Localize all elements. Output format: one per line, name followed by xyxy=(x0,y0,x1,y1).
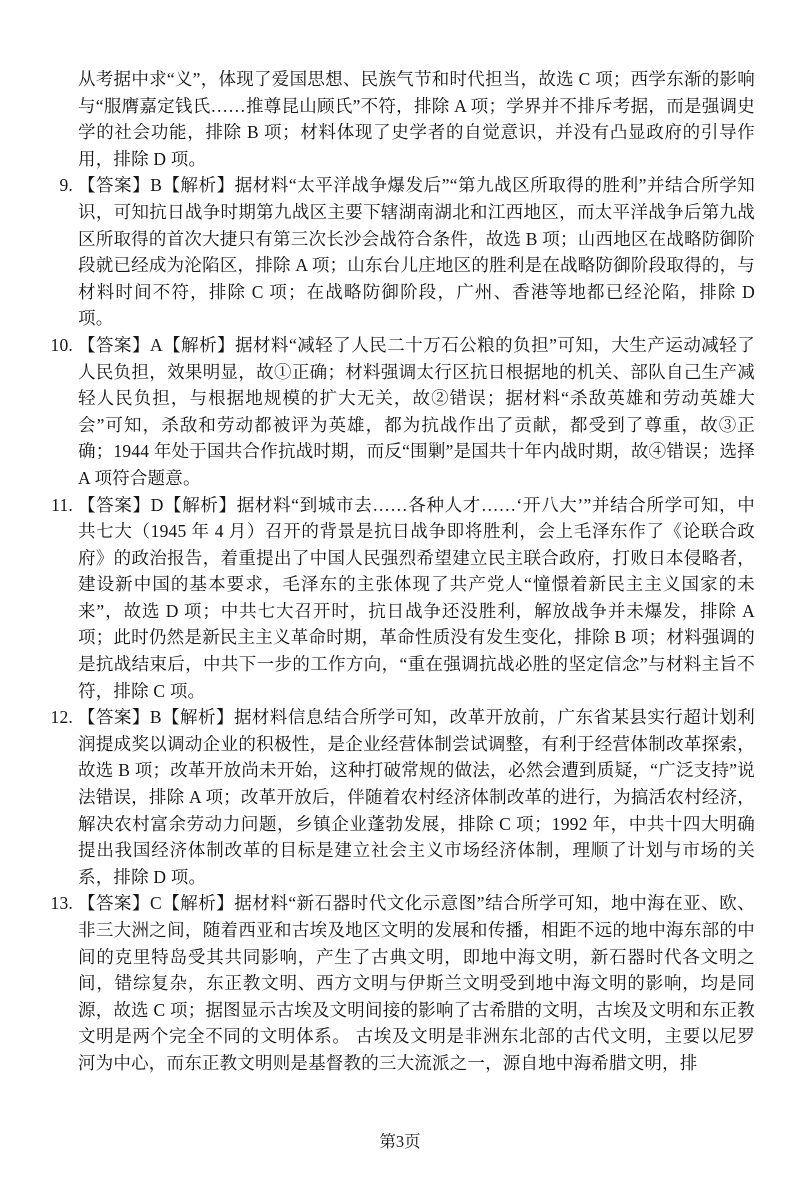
item-number: 10. xyxy=(50,334,73,355)
item-text: 【答案】D【解析】据材料“到城市去……各种人才……‘开八大’”并结合所学可知，中共七大（1945 年 4 月）召开的背景是抗日战争即将胜利，会上毛泽东作了《论联合政府》的政治报告，着重提出了中国人民强烈希望建立民主联合政府，打败日本侵略者，建设新中国的基本要求，毛泽东的主张体现了共产党人“憧憬着新民主主义国家的未来”，故选 D 项；中共七大召开时，抗日战争还没胜利，解放战争并未爆发，排除 A 项；此时仍然是新民主主义革命时期，革命性质没有发生变化，排除 B 项；材料强调的是抗战结束后，中共下一步的工作方向，“重在强调抗战必胜的坚定信念”与材料主旨不符，排除 C 项。 xyxy=(78,494,755,701)
item-number: 11. xyxy=(51,494,73,515)
item-text: 【答案】B【解析】据材料“太平洋战争爆发后”“第九战区所取得的胜利”并结合所学知识，可知抗日战争时期第九战区主要下辖湖南湖北和江西地区，而太平洋战争后第九战区所取得的首次大捷只有第三次长沙会战符合条件，故选 B 项；山西地区在战略防御阶段就已经成为沦陷区，排除 A 项；山东台儿庄地区的胜利是在战略防御阶段取得的，与材料时间不符，排除 C 项；在战略防御阶段，广州、香港等地都已经沦陷，排除 D 项。 xyxy=(78,175,755,329)
item-text: 【答案】C【解析】据材料“新石器时代文化示意图”结合所学可知，地中海在亚、欧、非三大洲之间，随着西亚和古埃及地区文明的发展和传播，相距不远的地中海东部的中间的克里特岛受其共同影响，产生了古典文明，即地中海文明，新石器时代各文明之间，错综复杂，东正教文明、西方文明与伊斯兰文明受到地中海文明的影响，均是同源，故选 C 项；据图显示古埃及文明间接的影响了古希腊的文明，古埃及文明和东正教文明是两个完全不同的文明体系。 古埃及文明是非洲东北部的古代文明，主要以尼罗河为中心，而东正教文明则是基督教的三大流派之一，源自地中海希腊文明，排 xyxy=(78,893,755,1073)
item-number: 12. xyxy=(50,707,73,728)
item-text: 【答案】A【解析】据材料“减轻了人民二十万石公粮的负担”可知，大生产运动减轻了人民负担，效果明显，故①正确；材料强调太行区抗日根据地的机关、部队自己生产减轻人民负担，与根据地规模的扩大无关，故②错误；据材料“杀敌英雄和劳动英雄大会”可知，杀敌和劳动都被评为英雄，都为抗战作出了贡献，都受到了尊重，故③正确；1944 年处于国共合作抗战时期，而反“围剿”是国共十年内战时期，故④错误；选择 A 项符合题意。 xyxy=(78,334,755,488)
answer-item-10 xyxy=(48,332,755,492)
page-number: 第3页 xyxy=(379,1132,421,1151)
answer-item-12 xyxy=(48,704,755,890)
answer-item-11 xyxy=(48,492,755,705)
item-number: 13. xyxy=(50,893,73,914)
item-number: 9. xyxy=(59,175,73,196)
answer-item-9 xyxy=(48,172,755,332)
answer-item-13 xyxy=(48,890,755,1076)
item-text: 【答案】B【解析】据材料信息结合所学可知，改革开放前，广东省某县实行超计划利润提成奖以调动企业的积极性，是企业经营体制尝试调整，有利于经营体制改革探索，故选 B 项；改革开放尚未开始，这种打破常规的做法，必然会遭到质疑，“广泛支持”说法错误，排除 A 项；改革开放后，伴随着农村经济体制改革的进行，为搞活农村经济，解决农村富余劳动力问题，乡镇企业蓬勃发展，排除 C 项；1992 年，中共十四大明确提出我国经济体制改革的目标是建立社会主义市场经济体制，理顺了计划与市场的关系，排除 D 项。 xyxy=(78,707,755,887)
continuation-paragraph: 从考据中求“义”，体现了爱国思想、民族气节和时代担当，故选 C 项；西学东渐的影响与“服膺嘉定钱氏……推尊昆山顾氏”不符，排除 A 项；学界并不排斥考据，而是强调史学的社会功能，排除 B 项；材料体现了史学者的自觉意识，并没有凸显政府的引导作用，排除 D 项。 xyxy=(78,69,755,169)
